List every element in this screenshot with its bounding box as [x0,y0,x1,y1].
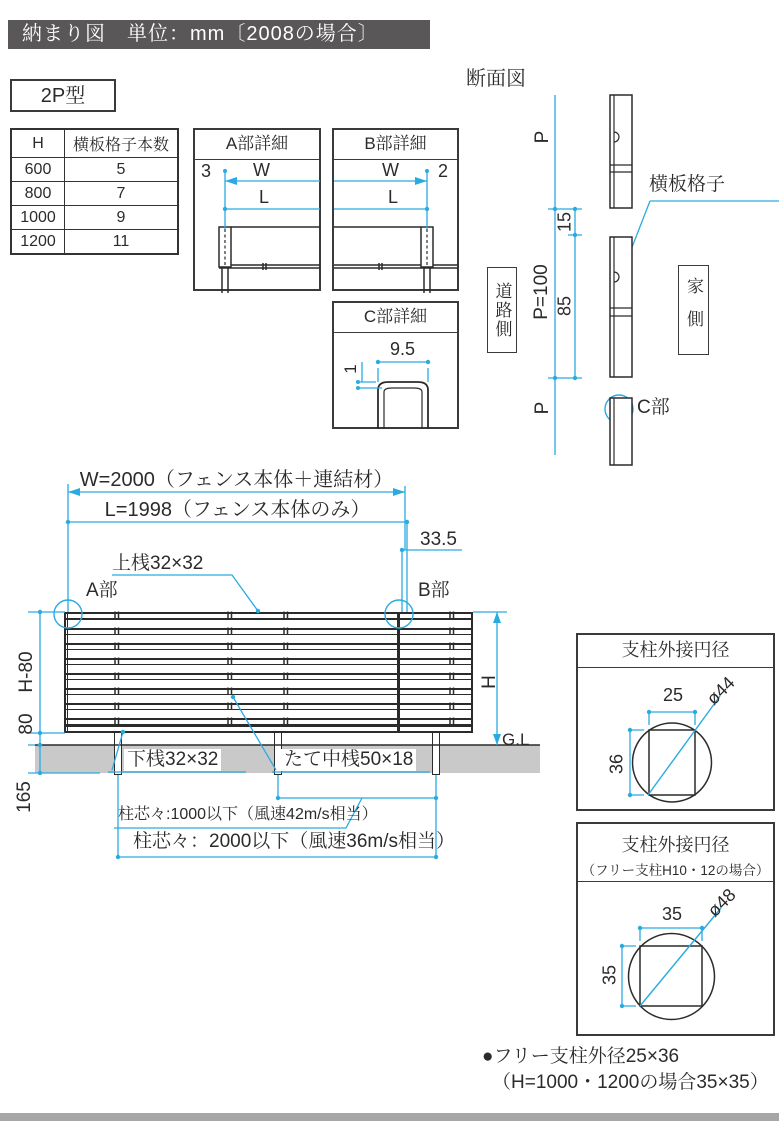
table-row [11,206,178,230]
detail-a-title: A部詳細 [195,130,319,160]
post-circle-box-1 [576,633,775,811]
detail-b-dim-2: 2 [438,161,449,181]
dim-85: 85 [554,295,575,317]
bottom-rail-label: 下桟32×32 [124,749,221,771]
span-1000-label: 柱芯々:1000以下（風速42m/s相当） [118,806,378,823]
circle2-dim-w: 35 [661,904,683,924]
road-side-label: 道路側 [487,267,517,353]
circle2-dim-h: 35 [599,964,620,986]
post-circle-1-title: 支柱外接円径 [578,635,773,668]
cell-count: 9 [65,206,179,230]
cell-count: 11 [65,230,179,255]
b-part-label: B部 [418,580,450,601]
circle1-dim-w: 25 [662,685,684,705]
footnote [482,1044,769,1096]
detail-b-dim-w: W [382,160,399,180]
footnote-line-2: （H=1000・1200の場合35×35） [492,1072,769,1093]
dim-h: H [479,675,500,689]
table-row [11,230,178,255]
dim-15: 15 [554,211,575,233]
detail-b-box [332,128,459,291]
dim-p-top: P [532,130,553,144]
detail-a-dim-w: W [253,160,270,180]
dim-w2000: W=2000（フェンス本体＋連結材） [79,469,394,491]
page-title: 納まり図 単位：mm〔2008の場合〕 [8,20,430,49]
detail-c-dim-width: 9.5 [390,339,416,359]
a-part-label: A部 [86,580,118,601]
circle1-dim-h: 36 [606,753,627,775]
detail-b-dim-l: L [388,187,399,207]
table-row [11,158,178,182]
detail-c-dim-thickness: 1 [341,364,360,374]
post-circle-box-2 [576,822,775,1036]
detail-a-box [193,128,321,291]
detail-a-dim-l: L [259,187,270,207]
mid-rail-ticks [115,612,454,725]
ground-level-label: G.L [502,730,530,749]
detail-b-title: B部詳細 [334,130,457,160]
cross-section-title: 断面図 [466,68,526,90]
cell-h: 600 [11,158,65,182]
post-circle-2-subtitle: （フリー支柱H10・12の場合） [581,863,770,878]
spec-col-count: 横板格子本数 [65,129,179,158]
mid-rail-label: たて中桟50×18 [281,749,416,771]
top-rail-label: 上桟32×32 [112,553,204,574]
board-section-1 [610,95,632,208]
post-circle-2-title: 支柱外接円径 [621,835,730,855]
model-type-box: 2P型 [10,79,116,112]
table-row [11,182,178,206]
spec-col-h: H [11,129,65,158]
dim-33-5: 33.5 [420,529,457,550]
footnote-line-1: ●フリー支柱外径25×36 [482,1046,680,1067]
dim-h-minus-80: H-80 [16,651,37,693]
board-section-3 [610,398,632,465]
detail-a-dim-3: 3 [201,161,212,181]
c-part-label: C部 [637,397,670,418]
table-header-row [11,129,178,158]
cross-section [460,60,779,465]
house-side-label: 家側 [678,265,709,355]
detail-c-box [332,301,459,429]
dim-80: 80 [16,713,37,735]
cell-count: 5 [65,158,179,182]
circle1-dim-d: ø44 [702,672,739,709]
board-section-2 [610,237,632,377]
cell-h: 1200 [11,230,65,255]
b-part-circle [385,600,413,628]
board-grid-label: 横板格子 [649,174,726,195]
main-elevation [0,460,565,890]
dim-p-bottom: P [532,401,553,415]
cell-count: 7 [65,182,179,206]
cell-h: 1000 [11,206,65,230]
dim-165: 165 [14,781,35,813]
dim-l1998: L=1998（フェンス本体のみ） [104,499,371,521]
span-2000-label: 柱芯々：2000以下（風速36m/s相当） [133,831,456,852]
cell-h: 800 [11,182,65,206]
spec-table [10,128,179,255]
dim-p100: P=100 [531,264,552,320]
detail-c-title: C部詳細 [334,303,457,333]
cross-section-drawing [460,60,779,465]
circle2-dim-d: ø48 [703,884,740,921]
bottom-border-bar [0,1113,779,1121]
